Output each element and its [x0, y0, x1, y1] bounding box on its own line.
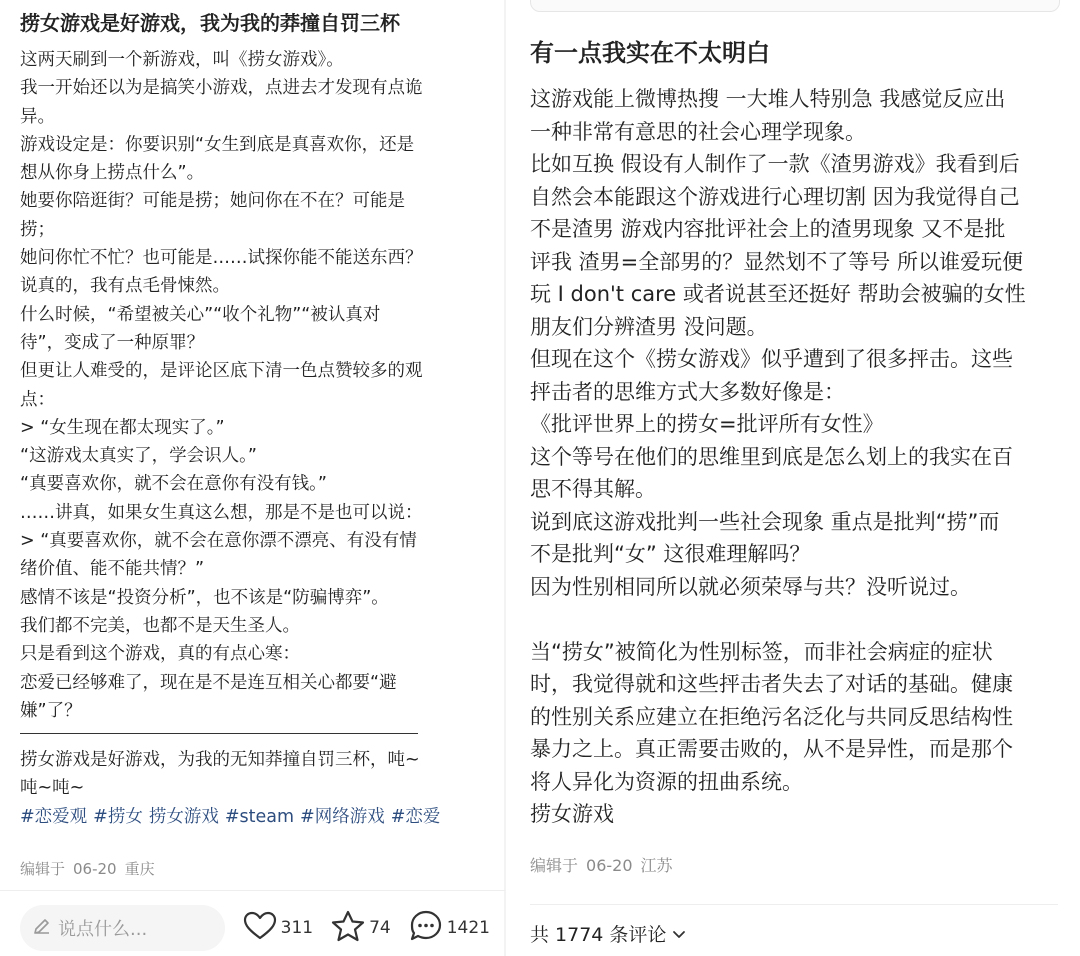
text-line: 点：: [20, 389, 55, 410]
chevron-down-icon: [666, 923, 686, 945]
text-line: 只是看到这个游戏，真的有点心寒：: [20, 644, 300, 665]
post-body: [20, 46, 485, 725]
text-line: 捞女游戏: [530, 802, 614, 826]
text-line: > “女生现在都太现实了。”: [20, 417, 225, 438]
text-line: 暴力之上。真正需要击败的，从不是异性，而是那个: [530, 737, 1013, 761]
text-line: 异。: [20, 106, 55, 127]
pencil-icon: [32, 916, 52, 940]
bottom-separator: [0, 890, 505, 891]
text-line: 但更让人难受的，是评论区底下清一色点赞较多的观: [20, 361, 423, 382]
text-line: 绪价值、能不能共情？”: [20, 559, 205, 580]
text-line: 朋友们分辨渣男 没问题。: [530, 314, 768, 339]
heart-icon: [243, 911, 281, 946]
post-meta: [530, 855, 1056, 877]
hashtag-link[interactable]: #恋爱: [390, 806, 441, 827]
text-line: 时，我觉得就和这些抨击者失去了对话的基础。健康: [530, 672, 1013, 696]
text-line: ……讲真，如果女生真这么想，那是不是也可以说：: [20, 502, 423, 523]
left-post: [0, 0, 505, 956]
text-line: 我一开始还以为是搞笑小游戏，点进去才发现有点诡: [20, 78, 423, 99]
text-line: 一种非常有意思的社会心理学现象。: [530, 119, 866, 144]
text-line: 比如互换 假设有人制作了一款《渣男游戏》我看到后: [530, 152, 1020, 176]
location: 江苏: [640, 855, 673, 875]
text-line: 的性别关系应建立在拒绝污名泛化与共同反思结构性: [530, 704, 1013, 729]
action-bar: [20, 904, 490, 952]
comment-count: 1421: [446, 918, 490, 938]
text-line: 这两天刷到一个新游戏，叫《捞女游戏》。: [20, 50, 344, 70]
edited-label: 编辑于: [530, 855, 579, 875]
comment-input[interactable]: [20, 905, 225, 951]
comment-count-text: 共 1774 条评论: [530, 924, 667, 946]
like-count: 311: [280, 918, 314, 938]
comment-count-toggle[interactable]: [530, 920, 686, 947]
text-line: 嫌”了？: [20, 700, 82, 721]
text-line: 恋爱已经够难了，现在是不是连互相关心都要“避: [20, 672, 397, 693]
text-line: 捞女游戏是好游戏，为我的无知莽撞自罚三杯，吨~: [20, 750, 420, 771]
text-line: 想从你身上捞点什么”。: [20, 163, 205, 184]
text-line: 捞；: [20, 219, 55, 240]
text-line: 这游戏能上微博热搜 一大堆人特别急 我感觉反应出: [530, 87, 1006, 111]
text-line: 《批评世界上的捞女=批评所有女性》: [530, 412, 884, 436]
text-line: 我们都不完美，也都不是天生圣人。: [20, 615, 300, 636]
post-title: 有一点我实在不太明白: [530, 39, 770, 67]
text-line: 这个等号在他们的思维里到底是怎么划上的我实在百: [530, 444, 1013, 469]
text-line: 但现在这个《捞女游戏》似乎遭到了很多抨击。这些: [530, 347, 1013, 371]
star-icon: [331, 910, 369, 947]
paragraph-gap: [530, 603, 1056, 636]
favorite-count: 74: [369, 918, 391, 938]
text-line: 思不得其解。: [530, 477, 656, 501]
text-line: 她问你忙不忙？也可能是……试探你能不能送东西？: [20, 248, 423, 269]
text-line: 她要你陪逛街？可能是捞；她问你在不在？可能是: [20, 191, 405, 212]
post-title: 捞女游戏是好游戏，我为我的莽撞自罚三杯: [20, 11, 400, 35]
text-line: 因为性别相同所以就必须荣辱与共？没听说过。: [530, 574, 971, 599]
chat-bubble-icon: [409, 910, 447, 947]
post-meta: [20, 859, 485, 879]
hashtag-link[interactable]: 捞女游戏: [148, 806, 219, 827]
text-line: 抨击者的思维方式大多数好像是：: [530, 379, 845, 404]
text-line: > “真要喜欢你，就不会在意你漂不漂亮、有没有情: [20, 531, 417, 552]
comment-placeholder: 说点什么...: [58, 919, 148, 940]
text-line: 说到底这游戏批判一些社会现象 重点是批判“捞”而: [530, 509, 1000, 534]
hashtag-link[interactable]: #恋爱观: [20, 806, 88, 827]
top-edge-card: [530, 0, 1060, 12]
edited-date: 06-20: [73, 859, 117, 878]
text-line: 游戏设定是：你要识别“女生到底是真喜欢你，还是: [20, 134, 415, 155]
text-line: 说真的，我有点毛骨悚然。: [20, 276, 230, 297]
hashtag-link[interactable]: #steam: [224, 806, 295, 827]
tag-list: [20, 803, 485, 831]
text-line: 评我 渣男=全部男的？显然划不了等号 所以谁爱玩便: [530, 249, 1023, 274]
text-line: 自然会本能跟这个游戏进行心理切割 因为我觉得自己: [530, 184, 1020, 209]
text-line: 当“捞女”被简化为性别标签，而非社会病症的症状: [530, 639, 993, 664]
text-line: 不是批判“女” 这很难理解吗？: [530, 542, 811, 566]
right-post: [506, 0, 1080, 956]
location: 重庆: [124, 859, 155, 878]
text-line: “这游戏太真实了，学会识人。”: [20, 446, 257, 467]
text-line: 吨~吨~: [20, 778, 85, 799]
hashtag-link[interactable]: #捞女: [93, 806, 143, 827]
post-closing: [20, 746, 485, 803]
horizontal-rule: [20, 733, 418, 734]
text-line: 不是渣男 游戏内容批评社会上的渣男现象 又不是批: [530, 217, 1006, 241]
like-button[interactable]: [243, 911, 313, 946]
hashtag-link[interactable]: #网络游戏: [300, 806, 385, 827]
text-line: 待”，变成了一种原罪？: [20, 332, 205, 353]
post-body: [530, 83, 1056, 831]
edited-label: 编辑于: [20, 859, 66, 878]
favorite-button[interactable]: [331, 910, 391, 947]
text-line: 什么时候，“希望被关心”“收个礼物”“被认真对: [20, 304, 381, 325]
edited-date: 06-20: [586, 855, 633, 875]
text-line: “真要喜欢你，就不会在意你有没有钱。”: [20, 474, 327, 495]
text-line: 玩 I don't care 或者说甚至还挺好 帮助会被骗的女性: [530, 282, 1026, 306]
text-line: 将人异化为资源的扭曲系统。: [530, 769, 803, 794]
comment-button[interactable]: [409, 910, 490, 947]
text-line: 感情不该是“投资分析”，也不该是“防骗博弈”。: [20, 587, 389, 608]
comments-separator: [530, 904, 1058, 905]
